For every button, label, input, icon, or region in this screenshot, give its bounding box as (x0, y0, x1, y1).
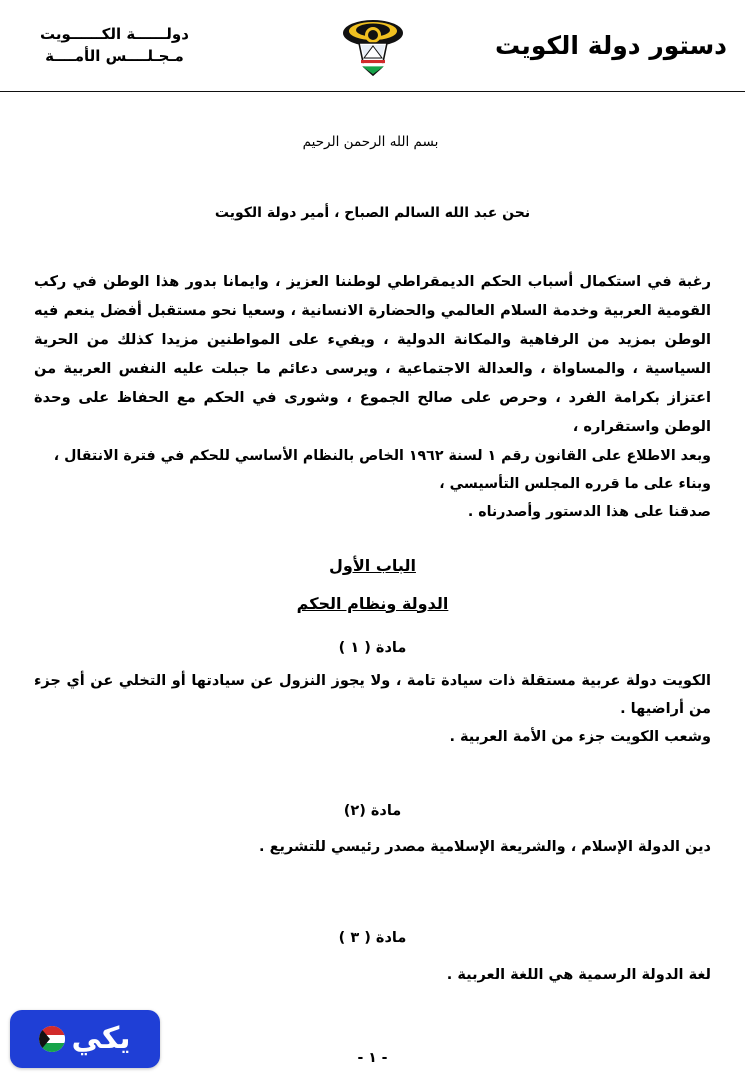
preamble-extra-line-2: وبناء على ما قرره المجلس التأسيسي ، (439, 476, 711, 493)
article-3-number: مادة ( ٣ ) (338, 930, 407, 947)
basmala-line: بسم الله الرحمن الرحيم (302, 134, 439, 150)
preamble-paragraph: رغبة في استكمال أسباب الحكم الديمقراطي لوطننا العزيز ، وايمانا بدور هذا الوطن في ركب القومية العربية وخدمة السلام العالمي والحضارة الانسانية ، وسعيا نحو مستقبل أفضل ينعم فيه الوطن بمزيد من الرفاهية والمكانة الدولية ، ويفيء على المواطنين مزيدا كذلك من الحرية السياسية ، والمساواة ، والعدالة الاجتماعية ، ويرسى دعائم ما جبلت عليه النفس العربية من اعتزاز بكرامة الفرد ، وحرص على صالح الجموع ، وشورى في الحكم مع الحفاظ على وحدة الوطن واستقراره ، (34, 272, 711, 436)
watermark-badge (10, 1010, 160, 1068)
article-1-text: الكويت دولة عربية مستقلة ذات سيادة تامة ، ولا يجوز النزول عن سيادتها أو التخلي عن أي جزء من أراضيها . (34, 672, 711, 718)
preamble-extra-line-1: وبعد الاطلاع على القانون رقم ١ لسنة ١٩٦٢ الخاص بالنظام الأساسي للحكم في فترة الانتقال ، (53, 447, 711, 464)
kuwait-flag-globe-icon (39, 1026, 65, 1052)
chapter-title: الباب الأول (329, 555, 416, 575)
watermark-text: يكي (71, 1021, 131, 1056)
article-1 (34, 637, 711, 751)
preamble-extra-line-3: صدقنا على هذا الدستور وأصدرناه . (467, 504, 711, 521)
article-3-text: لغة الدولة الرسمية هي اللغة العربية . (446, 966, 711, 983)
article-1-extra: وشعب الكويت جزء من الأمة العربية . (449, 729, 711, 746)
chapter-subtitle: الدولة ونظام الحكم (296, 593, 449, 613)
document-content (0, 92, 745, 989)
article-2 (34, 800, 711, 862)
preamble-lead: نحن عبد الله السالم الصباح ، أمير دولة الكويت (214, 204, 531, 221)
state-line-2: مـجـلــــس الأمــــة (45, 46, 184, 65)
kuwait-emblem-icon (340, 15, 406, 77)
document-title: دستور دولة الكويت (494, 31, 727, 60)
article-2-text: دين الدولة الإسلام ، والشريعة الإسلامية مصدر رئيسي للتشريع . (259, 839, 711, 856)
page-number: - ١ - (357, 1050, 388, 1066)
state-emblem (340, 15, 406, 77)
chapter-heading (34, 553, 711, 617)
state-line-1: دولــــــة الكــــــويت (40, 24, 189, 43)
state-name-block (18, 24, 189, 68)
article-3 (34, 927, 711, 989)
document-header (0, 0, 745, 92)
article-1-number: مادة ( ١ ) (338, 640, 407, 657)
article-2-number: مادة (٢) (343, 802, 402, 819)
